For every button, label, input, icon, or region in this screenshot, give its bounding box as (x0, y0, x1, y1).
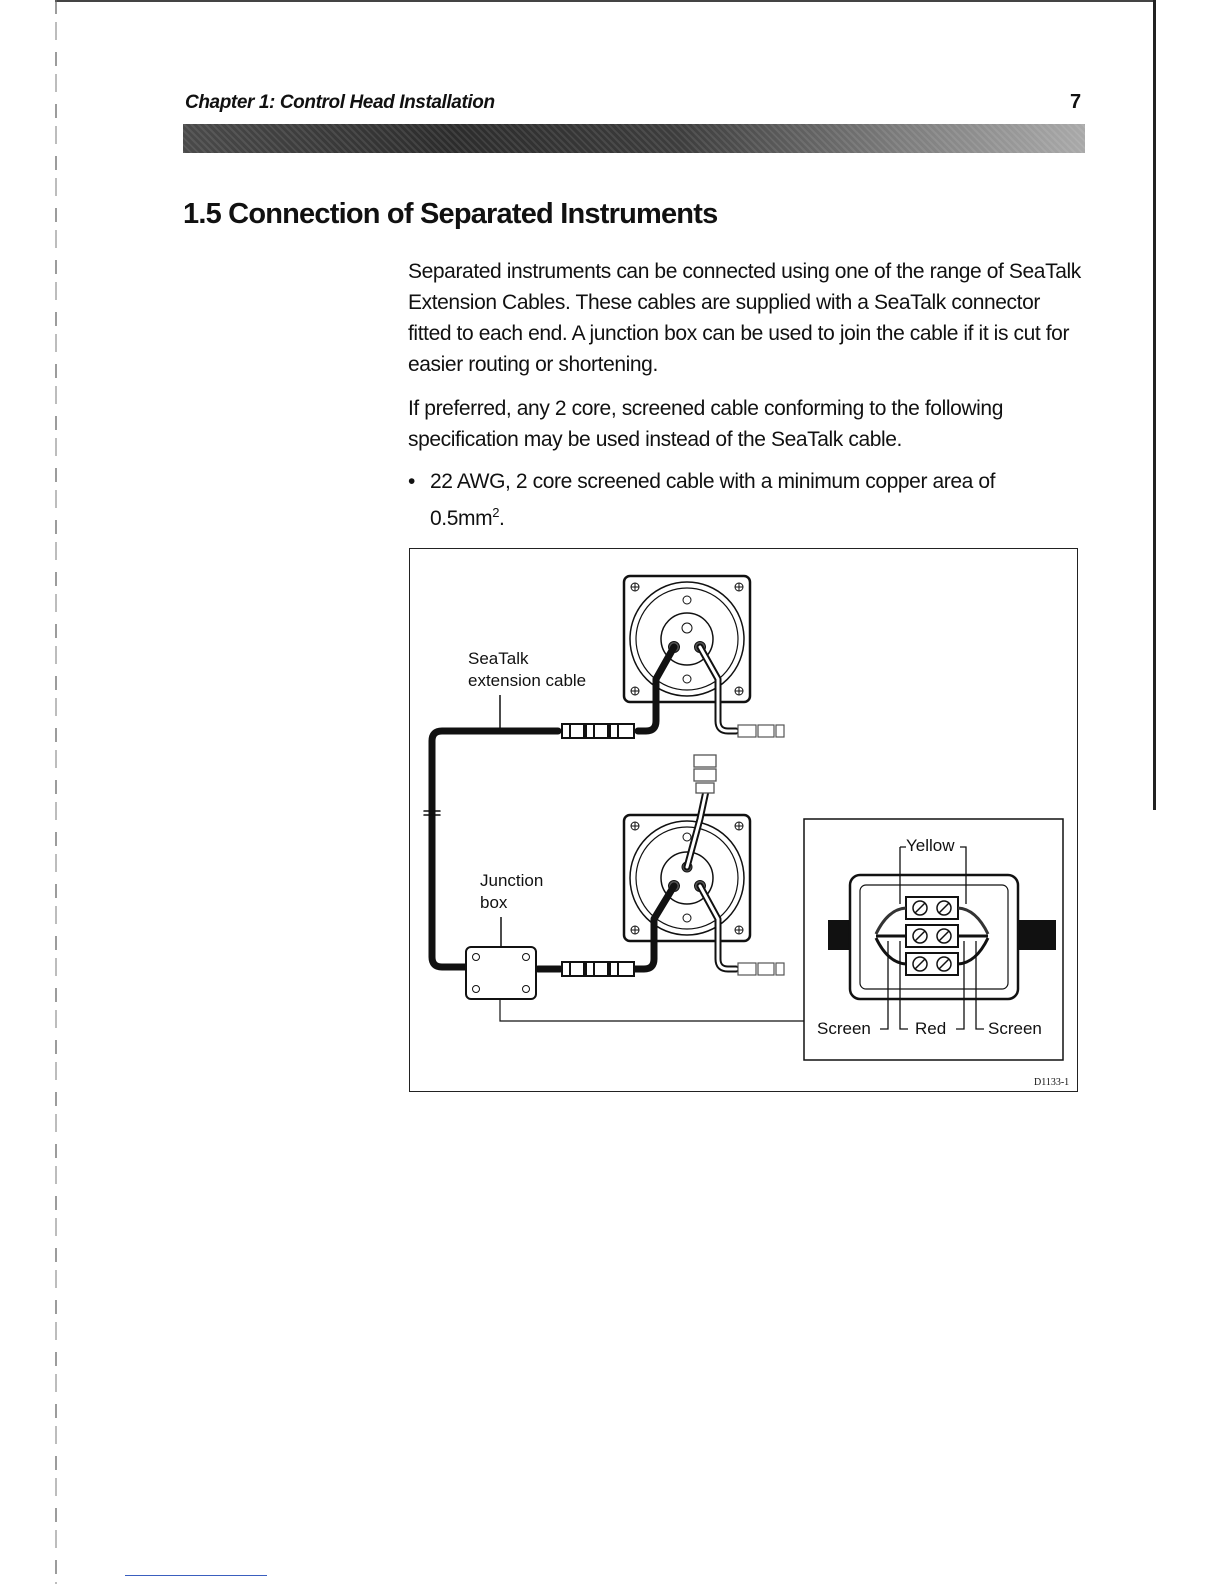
upper-instrument (624, 576, 750, 702)
leader-to-detail (500, 999, 804, 1021)
connector-upper-left (562, 724, 634, 738)
junction-detail-inset (804, 819, 1063, 1060)
label-screen-left: Screen (817, 1019, 871, 1038)
scan-edge-top (55, 0, 1155, 2)
chapter-title: Chapter 1: Control Head Installation (185, 92, 495, 113)
label-red: Red (915, 1019, 947, 1038)
bullet-item-cable-spec (408, 466, 1008, 534)
connector-vertical (694, 755, 716, 793)
label-seatalk: SeaTalk (468, 649, 529, 668)
bullet-icon: • (408, 470, 415, 493)
footer-rule (125, 1575, 267, 1576)
label-box: box (480, 893, 508, 912)
paragraph-intro: Separated instruments can be connected using one of the range of SeaTalk Extension Cables. These cables are supplied with a SeaTalk connector fitted to each end. A junction box can be used to join the cable if it is cut for easier routing or shortening. (408, 260, 1081, 376)
scan-edge-left (55, 0, 57, 1584)
section-heading: 1.5 Connection of Separated Instruments (183, 198, 718, 230)
label-screen-right: Screen (988, 1019, 1042, 1038)
connector-upper-right (738, 725, 784, 737)
bullet-text: 22 AWG, 2 core screened cable with a minimum copper area of $0.5mm^2$. (430, 470, 996, 530)
lower-instrument (624, 815, 750, 941)
label-yellow: Yellow (906, 836, 955, 855)
connector-lower-left (562, 962, 634, 976)
drawing-code: D1133-1 (1034, 1077, 1070, 1088)
scan-edge-right (1153, 0, 1156, 810)
junction-box (466, 947, 536, 999)
wiring-diagram (410, 549, 1079, 1093)
label-extension-cable: extension cable (468, 671, 587, 690)
page-number: 7 (1070, 91, 1082, 113)
header-rule (183, 124, 1085, 153)
wiring-figure (409, 548, 1078, 1092)
paragraph-alternative: If preferred, any 2 core, screened cable conforming to the following specification may be used instead of the SeaTalk cable. (408, 397, 1003, 451)
label-junction: Junction (480, 871, 544, 890)
connector-lower-right (738, 963, 784, 975)
